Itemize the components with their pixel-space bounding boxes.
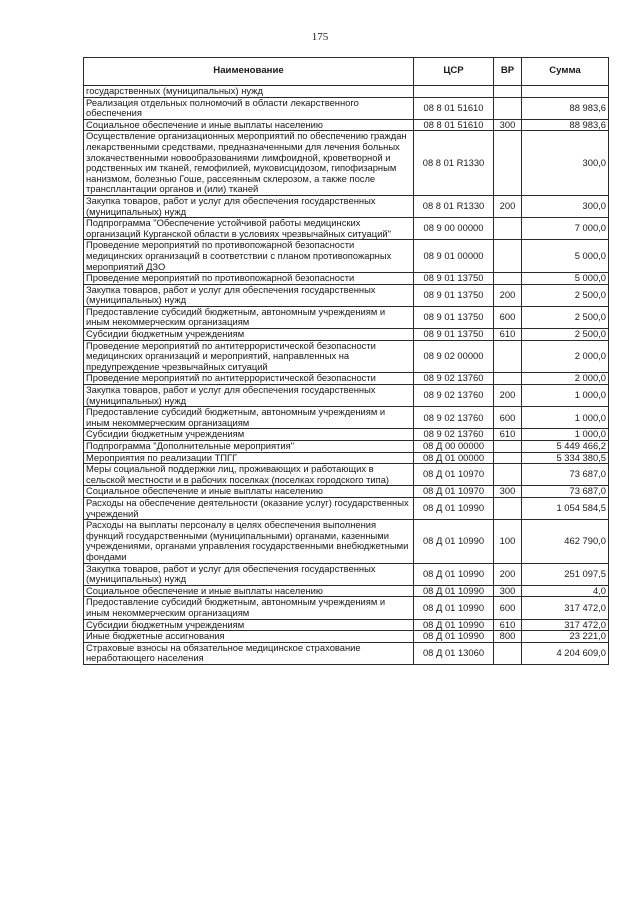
cell-csr: 08 9 01 00000 xyxy=(414,240,494,273)
cell-vr: 200 xyxy=(494,385,522,407)
cell-sum: 2 500,0 xyxy=(522,329,609,341)
cell-name: Социальное обеспечение и иные выплаты населению xyxy=(84,486,414,498)
header-name: Наименование xyxy=(84,58,414,86)
cell-name: Предоставление субсидий бюджетным, автономным учреждениям и иным некоммерческим организациям xyxy=(84,597,414,619)
cell-vr xyxy=(494,97,522,119)
cell-csr: 08 9 00 00000 xyxy=(414,218,494,240)
cell-sum: 1 000,0 xyxy=(522,407,609,429)
budget-table xyxy=(83,57,609,665)
cell-vr: 600 xyxy=(494,597,522,619)
table-row xyxy=(84,240,609,273)
header-sum: Сумма xyxy=(522,58,609,86)
cell-csr: 08 Д 01 10990 xyxy=(414,619,494,631)
cell-vr xyxy=(494,86,522,98)
table-row xyxy=(84,429,609,441)
cell-csr: 08 9 02 13760 xyxy=(414,407,494,429)
cell-csr: 08 Д 00 00000 xyxy=(414,441,494,453)
cell-name: Предоставление субсидий бюджетным, автономным учреждениям и иным некоммерческим организациям xyxy=(84,407,414,429)
cell-sum: 251 097,5 xyxy=(522,563,609,585)
cell-name: Иные бюджетные ассигнования xyxy=(84,631,414,643)
cell-csr: 08 Д 01 10990 xyxy=(414,520,494,563)
cell-name: Социальное обеспечение и иные выплаты населению xyxy=(84,119,414,131)
table-row xyxy=(84,486,609,498)
cell-name: Страховые взносы на обязательное медицинское страхование неработающего населения xyxy=(84,642,414,664)
table-row xyxy=(84,520,609,563)
cell-vr xyxy=(494,497,522,519)
table-row xyxy=(84,585,609,597)
cell-vr: 200 xyxy=(494,195,522,217)
cell-sum: 73 687,0 xyxy=(522,486,609,498)
cell-sum: 5 449 466,2 xyxy=(522,441,609,453)
cell-name: Закупка товаров, работ и услуг для обеспечения государственных (муниципальных) нужд xyxy=(84,563,414,585)
cell-name: Проведение мероприятий по противопожарной безопасности медицинских организаций в соответствии с планом противопожарных мероприятий ДЗО xyxy=(84,240,414,273)
cell-name: Закупка товаров, работ и услуг для обеспечения государственных (муниципальных) нужд xyxy=(84,385,414,407)
table-row xyxy=(84,273,609,285)
cell-vr xyxy=(494,464,522,486)
cell-csr: 08 Д 01 10990 xyxy=(414,563,494,585)
cell-name: Расходы на обеспечение деятельности (оказание услуг) государственных учреждений xyxy=(84,497,414,519)
table-row xyxy=(84,452,609,464)
cell-sum: 4 204 609,0 xyxy=(522,642,609,664)
header-vr: ВР xyxy=(494,58,522,86)
cell-sum: 2 000,0 xyxy=(522,373,609,385)
cell-csr: 08 Д 01 10990 xyxy=(414,597,494,619)
table-row xyxy=(84,195,609,217)
cell-name: Проведение мероприятий по антитеррористической безопасности xyxy=(84,373,414,385)
cell-sum: 2 500,0 xyxy=(522,284,609,306)
cell-vr: 800 xyxy=(494,631,522,643)
cell-sum: 317 472,0 xyxy=(522,597,609,619)
cell-csr: 08 Д 01 10990 xyxy=(414,631,494,643)
cell-csr: 08 8 01 R1330 xyxy=(414,131,494,196)
cell-csr: 08 9 02 00000 xyxy=(414,340,494,373)
cell-sum: 5 000,0 xyxy=(522,273,609,285)
cell-vr: 200 xyxy=(494,563,522,585)
cell-sum: 2 000,0 xyxy=(522,340,609,373)
cell-name: Субсидии бюджетным учреждениям xyxy=(84,429,414,441)
header-csr: ЦСР xyxy=(414,58,494,86)
cell-name: Проведение мероприятий по антитеррористической безопасности медицинских организаций и мероприятий, направленных на предупреждение чрезвычайных ситуаций xyxy=(84,340,414,373)
cell-sum: 88 983,6 xyxy=(522,119,609,131)
cell-name: государственных (муниципальных) нужд xyxy=(84,86,414,98)
table-row xyxy=(84,642,609,664)
cell-vr: 200 xyxy=(494,284,522,306)
table-row xyxy=(84,86,609,98)
cell-name: Подпрограмма "Дополнительные мероприятия" xyxy=(84,441,414,453)
cell-vr xyxy=(494,273,522,285)
cell-sum: 317 472,0 xyxy=(522,619,609,631)
cell-csr: 08 8 01 R1330 xyxy=(414,195,494,217)
cell-csr: 08 9 02 13760 xyxy=(414,429,494,441)
table-row xyxy=(84,218,609,240)
cell-vr: 610 xyxy=(494,619,522,631)
cell-sum: 2 500,0 xyxy=(522,306,609,328)
cell-vr: 300 xyxy=(494,486,522,498)
table-row xyxy=(84,385,609,407)
cell-name: Предоставление субсидий бюджетным, автономным учреждениям и иным некоммерческим организациям xyxy=(84,306,414,328)
cell-name: Закупка товаров, работ и услуг для обеспечения государственных (муниципальных) нужд xyxy=(84,195,414,217)
table-row xyxy=(84,131,609,196)
cell-vr xyxy=(494,441,522,453)
table-row xyxy=(84,441,609,453)
cell-sum: 300,0 xyxy=(522,131,609,196)
cell-name: Расходы на выплаты персоналу в целях обеспечения выполнения функций государственными (муниципальными) органами, казенными учреждениями, органами управления государственными внебюджетными фондами xyxy=(84,520,414,563)
table-row xyxy=(84,407,609,429)
cell-sum: 4,0 xyxy=(522,585,609,597)
cell-vr: 100 xyxy=(494,520,522,563)
cell-sum: 1 000,0 xyxy=(522,429,609,441)
cell-csr: 08 Д 01 00000 xyxy=(414,452,494,464)
cell-name: Субсидии бюджетным учреждениям xyxy=(84,619,414,631)
cell-csr: 08 9 02 13760 xyxy=(414,385,494,407)
cell-vr: 600 xyxy=(494,306,522,328)
cell-csr: 08 9 01 13750 xyxy=(414,284,494,306)
cell-vr: 610 xyxy=(494,329,522,341)
cell-csr xyxy=(414,86,494,98)
cell-vr: 610 xyxy=(494,429,522,441)
cell-vr xyxy=(494,642,522,664)
cell-name: Осуществление организационных мероприятий по обеспечению граждан лекарственными средствами, предназначенными для лечения больных злокачественными новообразованиями лимфоидной, кроветворной и родственных им тканей, гемофилией, муковисцидозом, гипофизарным нанизмом, болезнью Гоше, рассеянным склерозом, а также после трансплантации органов и (или) тканей xyxy=(84,131,414,196)
cell-sum: 88 983,6 xyxy=(522,97,609,119)
cell-vr: 300 xyxy=(494,585,522,597)
cell-csr: 08 Д 01 10970 xyxy=(414,464,494,486)
cell-sum: 23 221,0 xyxy=(522,631,609,643)
cell-csr: 08 9 01 13750 xyxy=(414,273,494,285)
cell-vr: 300 xyxy=(494,119,522,131)
cell-name: Закупка товаров, работ и услуг для обеспечения государственных (муниципальных) нужд xyxy=(84,284,414,306)
header-row xyxy=(84,58,609,86)
cell-csr: 08 8 01 51610 xyxy=(414,119,494,131)
cell-name: Социальное обеспечение и иные выплаты населению xyxy=(84,585,414,597)
page-number: 175 xyxy=(311,31,329,43)
table-row xyxy=(84,497,609,519)
cell-vr xyxy=(494,373,522,385)
cell-csr: 08 Д 01 10990 xyxy=(414,497,494,519)
cell-name: Подпрограмма "Обеспечение устойчивой работы медицинских организаций Курганской области в условиях чрезвычайных ситуаций" xyxy=(84,218,414,240)
table-row xyxy=(84,329,609,341)
cell-csr: 08 9 01 13750 xyxy=(414,306,494,328)
cell-vr xyxy=(494,340,522,373)
cell-csr: 08 8 01 51610 xyxy=(414,97,494,119)
table-row xyxy=(84,340,609,373)
cell-csr: 08 9 01 13750 xyxy=(414,329,494,341)
cell-name: Проведение мероприятий по противопожарной безопасности xyxy=(84,273,414,285)
cell-sum: 73 687,0 xyxy=(522,464,609,486)
cell-csr: 08 Д 01 10990 xyxy=(414,585,494,597)
cell-sum: 1 054 584,5 xyxy=(522,497,609,519)
table-row xyxy=(84,464,609,486)
cell-vr xyxy=(494,240,522,273)
table-row xyxy=(84,631,609,643)
cell-sum: 1 000,0 xyxy=(522,385,609,407)
cell-sum xyxy=(522,86,609,98)
cell-sum: 7 000,0 xyxy=(522,218,609,240)
table-body xyxy=(84,86,609,665)
table-row xyxy=(84,597,609,619)
table-row xyxy=(84,97,609,119)
cell-csr: 08 Д 01 13060 xyxy=(414,642,494,664)
cell-sum: 5 000,0 xyxy=(522,240,609,273)
cell-name: Субсидии бюджетным учреждениям xyxy=(84,329,414,341)
cell-vr xyxy=(494,218,522,240)
cell-csr: 08 Д 01 10970 xyxy=(414,486,494,498)
table-row xyxy=(84,119,609,131)
cell-name: Реализация отдельных полномочий в области лекарственного обеспечения xyxy=(84,97,414,119)
cell-vr xyxy=(494,131,522,196)
cell-name: Мероприятия по реализации ТПГГ xyxy=(84,452,414,464)
table-row xyxy=(84,306,609,328)
table-row xyxy=(84,563,609,585)
cell-vr: 600 xyxy=(494,407,522,429)
table-row xyxy=(84,373,609,385)
cell-sum: 5 334 380,5 xyxy=(522,452,609,464)
table-row xyxy=(84,619,609,631)
table-row xyxy=(84,284,609,306)
cell-csr: 08 9 02 13760 xyxy=(414,373,494,385)
cell-sum: 462 790,0 xyxy=(522,520,609,563)
cell-sum: 300,0 xyxy=(522,195,609,217)
cell-vr xyxy=(494,452,522,464)
cell-name: Меры социальной поддержки лиц, проживающих и работающих в сельской местности и в рабочих поселках (поселках городского типа) xyxy=(84,464,414,486)
